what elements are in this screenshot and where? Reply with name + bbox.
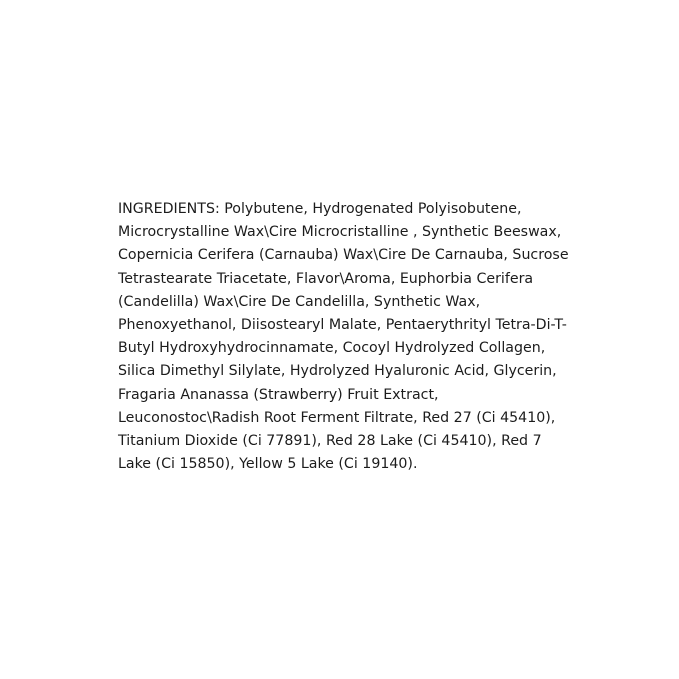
ingredients-paragraph: INGREDIENTS: Polybutene, Hydrogenated Polyisobutene, Microcrystalline Wax\Cire Microcristalline , Synthetic Beeswax, Copernicia Cerifera (Carnauba) Wax\Cire De Carnauba, Sucrose Tetrastearate Triacetate, Flavor\Aroma, Euphorbia Cerifera (Candelilla) Wax\Cire De Candelilla, Synthetic Wax, Phenoxyethanol, Diisostearyl Malate, Pentaerythrityl Tetra-Di-T-Butyl Hydroxyhydrocinnamate, Cocoyl Hydrolyzed Collagen, Silica Dimethyl Silylate, Hydrolyzed Hyaluronic Acid, Glycerin, Fragaria Ananassa (Strawberry) Fruit Extract, Leuconostoc\Radish Root Ferment Filtrate, Red 27 (Ci 45410), Titanium Dioxide (Ci 77891), Red 28 Lake (Ci 45410), Red 7 Lake (Ci 15850), Yellow 5 Lake (Ci 19140). bbox=[118, 201, 574, 473]
ingredients-block bbox=[118, 198, 574, 476]
